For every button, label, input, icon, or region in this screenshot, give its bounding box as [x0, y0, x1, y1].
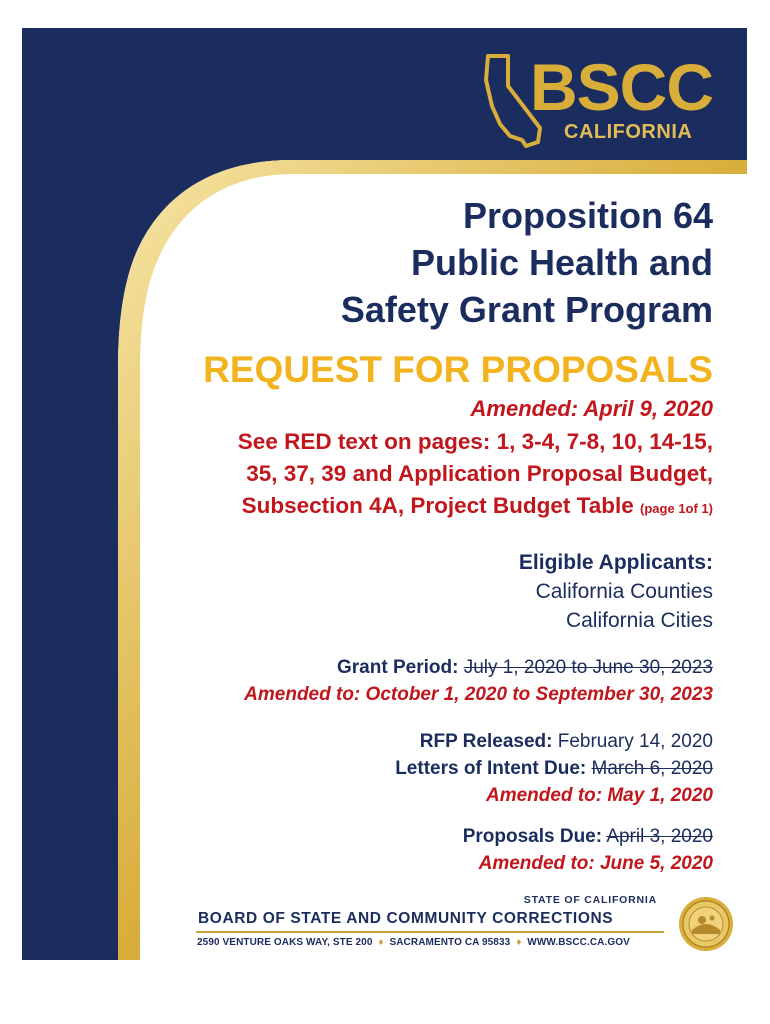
grant-period-label: Grant Period: [337, 657, 459, 678]
rfp-released [395, 728, 713, 755]
bscc-logo-subtext: CALIFORNIA [564, 121, 693, 143]
amendment-note-line-1: See RED text on pages: 1, 3-4, 7-8, 10, 14-15, [237, 429, 713, 454]
footer-address [197, 937, 630, 948]
key-dates [395, 728, 713, 809]
proposals-due-original-line [463, 823, 713, 850]
letters-of-intent-label: Letters of Intent Due: [395, 758, 587, 779]
amendment-note [238, 426, 713, 525]
grant-period-amended: Amended to: October 1, 2020 to September 30, 2023 [244, 684, 713, 705]
grant-period [244, 654, 713, 708]
grant-period-original-value: July 1, 2020 to June 30, 2023 [463, 657, 713, 678]
title-line-1: Proposition 64 [462, 195, 713, 236]
bscc-logo [482, 50, 722, 150]
footer-board-name: BOARD OF STATE AND COMMUNITY CORRECTIONS [198, 910, 614, 927]
state-seal-icon [678, 896, 734, 952]
amendment-note-line-3-text: Subsection 4A, Project Budget Table [241, 493, 634, 518]
title-line-3: Safety Grant Program [340, 289, 713, 330]
proposals-due [463, 823, 713, 877]
amended-date: Amended: April 9, 2020 [470, 396, 713, 421]
rfp-released-value: February 14, 2020 [557, 731, 713, 752]
footer-divider [196, 931, 664, 933]
grant-period-original [244, 654, 713, 681]
letters-of-intent-original: March 6, 2020 [591, 758, 713, 779]
title-line-2: Public Health and [410, 242, 713, 283]
footer-website: WWW.BSCC.CA.GOV [527, 937, 630, 948]
letters-of-intent-amended: Amended to: May 1, 2020 [485, 785, 713, 806]
eligible-applicants [519, 548, 713, 635]
bscc-logo-text: BSCC [530, 50, 714, 124]
amendment-note-line-3 [238, 490, 713, 525]
footer-city: SACRAMENTO CA 95833 [389, 937, 511, 948]
rfp-heading: REQUEST FOR PROPOSALS [203, 349, 713, 390]
amendment-note-page-ref: (page 1of 1) [640, 501, 713, 516]
footer-state: STATE OF CALIFORNIA [523, 894, 657, 906]
amendment-note-line-2: 35, 37, 39 and Application Proposal Budget, [246, 461, 713, 486]
document-title [341, 192, 713, 333]
diamond-separator-icon: ♦ [516, 937, 522, 948]
eligible-item-cities: California Cities [565, 609, 713, 632]
proposals-due-amended: Amended to: June 5, 2020 [478, 853, 713, 874]
cover-page [22, 28, 747, 960]
eligible-item-counties: California Counties [535, 580, 713, 603]
footer-street: 2590 VENTURE OAKS WAY, STE 200 [197, 937, 373, 948]
letters-of-intent [395, 755, 713, 782]
rfp-released-label: RFP Released: [419, 731, 553, 752]
diamond-separator-icon: ♦ [378, 937, 384, 948]
proposals-due-original: April 3, 2020 [606, 826, 713, 847]
eligible-heading: Eligible Applicants: [518, 551, 713, 574]
proposals-due-label: Proposals Due: [462, 826, 603, 847]
